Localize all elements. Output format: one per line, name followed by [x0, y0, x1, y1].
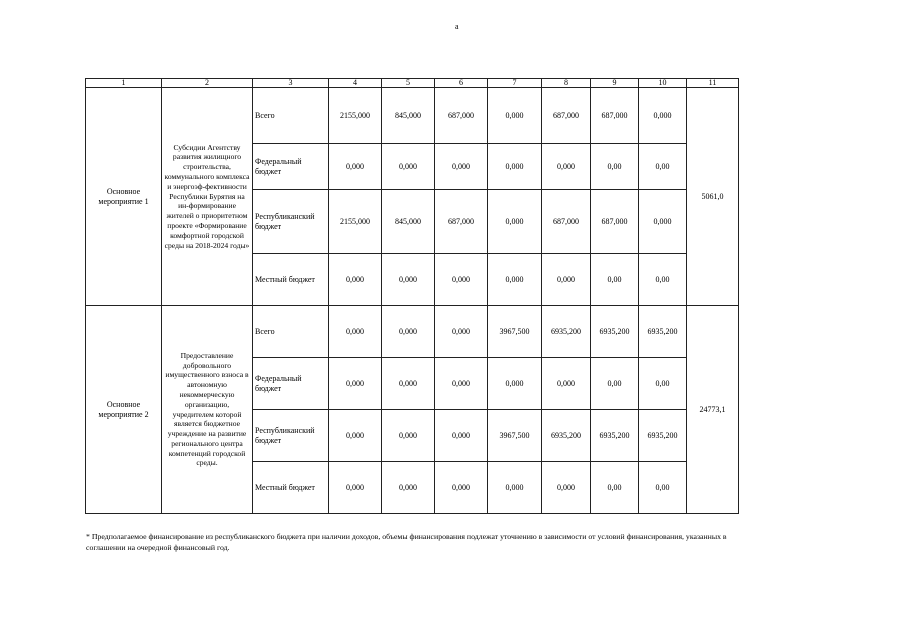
- footnote: * Предполагаемое финансирование из республиканского бюджета при наличии доходов, объемы финансирования подлежат уточнению в зависимости от условий финансирования, указанных в соглашении на очередной финансовый год.: [86, 532, 727, 552]
- amount-cell: 0,00: [591, 254, 639, 306]
- amount-cell: 0,000: [382, 144, 435, 190]
- event-description-cell: Субсидии Агентству развития жилищного строительства, коммунального комплекса и энергоэф-фективности Республики Бурятия на ин-формирование жителей о приоритетном проекте «Формирование комфортной городской среды на 2018-2024 годы»: [162, 88, 253, 306]
- column-number: 8: [542, 79, 591, 88]
- amount-cell: 0,000: [488, 190, 542, 254]
- amount-cell: 0,000: [488, 144, 542, 190]
- funding-source-cell: Республиканский бюджет: [253, 410, 329, 462]
- column-number: 6: [435, 79, 488, 88]
- event-name-cell: Основное мероприятие 1: [86, 88, 162, 306]
- amount-cell: 687,000: [542, 88, 591, 144]
- amount-cell: 0,00: [639, 358, 687, 410]
- amount-cell: 0,000: [542, 144, 591, 190]
- amount-cell: 2155,000: [329, 88, 382, 144]
- amount-cell: 0,000: [329, 144, 382, 190]
- amount-cell: 0,00: [591, 144, 639, 190]
- funding-source-cell: Всего: [253, 88, 329, 144]
- amount-cell: 687,000: [542, 190, 591, 254]
- funding-source-cell: Всего: [253, 306, 329, 358]
- amount-cell: 687,000: [591, 190, 639, 254]
- amount-cell: 0,000: [435, 306, 488, 358]
- amount-cell: 6935,200: [639, 410, 687, 462]
- amount-cell: 3967,500: [488, 410, 542, 462]
- amount-cell: 2155,000: [329, 190, 382, 254]
- amount-cell: 0,00: [591, 358, 639, 410]
- amount-cell: 0,000: [435, 144, 488, 190]
- funding-source-cell: Федеральный бюджет: [253, 358, 329, 410]
- amount-cell: 0,00: [591, 462, 639, 514]
- amount-cell: 0,000: [382, 462, 435, 514]
- amount-cell: 0,000: [435, 358, 488, 410]
- total-cell: 24773,1: [687, 306, 739, 514]
- amount-cell: 0,000: [435, 462, 488, 514]
- amount-cell: 687,000: [591, 88, 639, 144]
- table-body: [86, 79, 739, 514]
- amount-cell: 0,000: [435, 254, 488, 306]
- table-row: [86, 306, 739, 358]
- amount-cell: 0,000: [382, 254, 435, 306]
- amount-cell: 0,000: [542, 254, 591, 306]
- event-description-cell: Предоставление добровольного имущественного взноса в автономную некоммерческую организацию, учредителем которой является бюджетное учреждение на развитие регионального центра компетенций городской среды.: [162, 306, 253, 514]
- amount-cell: 0,000: [329, 410, 382, 462]
- amount-cell: 0,000: [435, 410, 488, 462]
- amount-cell: 0,000: [488, 254, 542, 306]
- amount-cell: 0,000: [329, 358, 382, 410]
- page-mark: а: [455, 22, 459, 31]
- amount-cell: 0,000: [488, 462, 542, 514]
- amount-cell: 3967,500: [488, 306, 542, 358]
- total-cell: 5061,0: [687, 88, 739, 306]
- amount-cell: 0,000: [382, 410, 435, 462]
- amount-cell: 0,000: [542, 462, 591, 514]
- amount-cell: 0,000: [382, 358, 435, 410]
- funding-source-cell: Федеральный бюджет: [253, 144, 329, 190]
- amount-cell: 0,000: [329, 254, 382, 306]
- column-number: 11: [687, 79, 739, 88]
- amount-cell: 0,000: [329, 306, 382, 358]
- amount-cell: 6935,200: [591, 306, 639, 358]
- column-number: 3: [253, 79, 329, 88]
- column-number: 4: [329, 79, 382, 88]
- header-row: [86, 79, 739, 88]
- amount-cell: 0,000: [488, 358, 542, 410]
- amount-cell: 0,000: [639, 190, 687, 254]
- amount-cell: 0,000: [382, 306, 435, 358]
- amount-cell: 6935,200: [591, 410, 639, 462]
- amount-cell: 845,000: [382, 190, 435, 254]
- amount-cell: 0,000: [329, 462, 382, 514]
- amount-cell: 6935,200: [542, 410, 591, 462]
- column-number: 10: [639, 79, 687, 88]
- table-row: [86, 88, 739, 144]
- budget-table: [85, 78, 739, 514]
- amount-cell: 6935,200: [639, 306, 687, 358]
- amount-cell: 0,00: [639, 254, 687, 306]
- column-number: 7: [488, 79, 542, 88]
- amount-cell: 687,000: [435, 88, 488, 144]
- amount-cell: 0,000: [488, 88, 542, 144]
- amount-cell: 6935,200: [542, 306, 591, 358]
- amount-cell: 0,000: [542, 358, 591, 410]
- amount-cell: 0,00: [639, 462, 687, 514]
- amount-cell: 0,00: [639, 144, 687, 190]
- funding-source-cell: Республиканский бюджет: [253, 190, 329, 254]
- column-number: 2: [162, 79, 253, 88]
- amount-cell: 0,000: [639, 88, 687, 144]
- amount-cell: 687,000: [435, 190, 488, 254]
- column-number: 1: [86, 79, 162, 88]
- column-number: 9: [591, 79, 639, 88]
- funding-source-cell: Местный бюджет: [253, 462, 329, 514]
- amount-cell: 845,000: [382, 88, 435, 144]
- column-number: 5: [382, 79, 435, 88]
- funding-source-cell: Местный бюджет: [253, 254, 329, 306]
- event-name-cell: Основное мероприятие 2: [86, 306, 162, 514]
